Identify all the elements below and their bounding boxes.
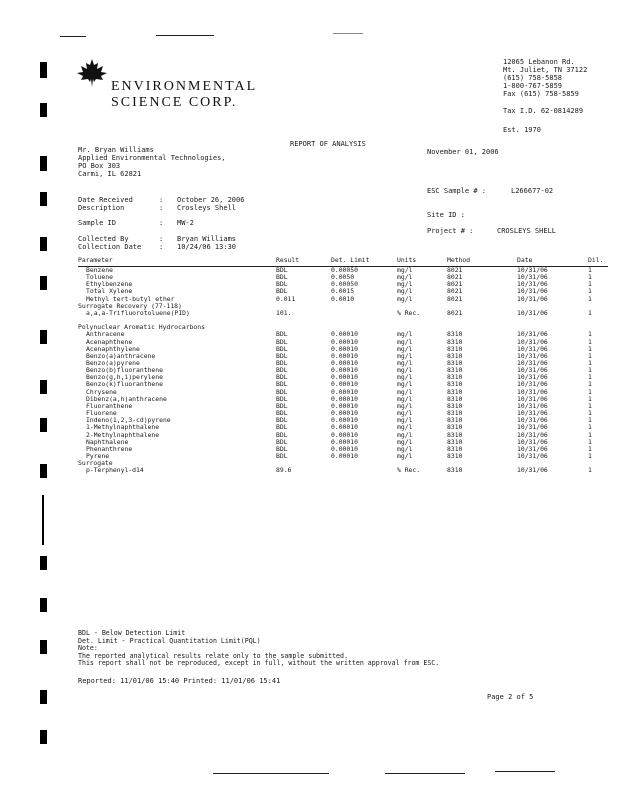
cell-dil: 1 <box>588 409 592 418</box>
cell-dil <box>588 317 608 324</box>
cell-units: mg/l <box>397 337 413 346</box>
cell-units: mg/l <box>397 351 413 360</box>
cell-det-limit: 0.00010 <box>331 430 358 439</box>
cell-result: BDL <box>276 387 288 396</box>
cell-date: 10/31/06 <box>517 452 548 461</box>
cell-units: mg/l <box>397 359 413 368</box>
header-parameter: Parameter <box>78 257 276 267</box>
collection-colons: : : <box>159 235 164 251</box>
header-result: Result <box>276 257 331 267</box>
cell-det-limit: 0.00050 <box>331 280 358 289</box>
cell-dil: 1 <box>588 394 592 403</box>
cell-method: 8021 <box>447 273 463 282</box>
sample-id-value: MW-2 <box>177 219 194 227</box>
cell-date: 10/31/06 <box>517 294 548 303</box>
cell-det-limit: 0.00010 <box>331 452 358 461</box>
cell-result: BDL <box>276 437 288 446</box>
established: Est. 1970 <box>503 126 541 134</box>
cell-method: 8310 <box>447 409 463 418</box>
header-dil: Dil. <box>588 257 608 267</box>
cell-date: 10/31/06 <box>517 308 548 317</box>
cell-date: 10/31/06 <box>517 280 548 289</box>
company-name-line2: SCIENCE CORP. <box>111 95 238 110</box>
cell-units: mg/l <box>397 294 413 303</box>
cell-det-limit: 0.00010 <box>331 416 358 425</box>
maple-leaf-logo-icon <box>76 58 108 92</box>
cell-units: mg/l <box>397 273 413 282</box>
cell-det-limit <box>331 460 397 467</box>
sample-info-values: October 26, 2006 Crosleys Shell <box>177 196 245 212</box>
cell-result: BDL <box>276 330 288 339</box>
cell-parameter: Benzo(g,h,i)perylene <box>86 373 163 382</box>
cell-method: 8021 <box>447 308 463 317</box>
cell-dil: 1 <box>588 294 592 303</box>
header-det-limit: Det. Limit <box>331 257 397 267</box>
cell-method: 8310 <box>447 394 463 403</box>
cell-det-limit: 0.0050 <box>331 273 355 282</box>
cell-date: 10/31/06 <box>517 401 548 410</box>
cell-date: 10/31/06 <box>517 380 548 389</box>
cell-dil: 1 <box>588 330 592 339</box>
cell-date: 10/31/06 <box>517 430 548 439</box>
cell-date: 10/31/06 <box>517 416 548 425</box>
cell-result: BDL <box>276 380 288 389</box>
cell-parameter: Pyrene <box>86 452 110 461</box>
cell-method: 8021 <box>447 266 463 274</box>
cell-parameter: Benzo(a)pyrene <box>86 359 140 368</box>
cell-parameter: Toluene <box>86 273 113 282</box>
cell-units: mg/l <box>397 280 413 289</box>
cell-result: BDL <box>276 344 288 353</box>
cell-units: mg/l <box>397 344 413 353</box>
cell-result: BDL <box>276 401 288 410</box>
cell-date: 10/31/06 <box>517 330 548 339</box>
cell-dil: 1 <box>588 266 592 274</box>
site-id-label: Site ID : <box>427 211 465 219</box>
cell-det-limit: 0.00010 <box>331 344 358 353</box>
recipient-address: Mr. Bryan Williams Applied Environmental Technologies, PO Box 303 Carmi, IL 62821 <box>78 146 226 178</box>
cell-dil: 1 <box>588 366 592 375</box>
cell-result: 0.011 <box>276 294 296 303</box>
report-date: November 01, 2006 <box>427 148 499 156</box>
cell-date: 10/31/06 <box>517 373 548 382</box>
cell-dil: 1 <box>588 444 592 453</box>
cell-det-limit: 0.0015 <box>331 287 355 296</box>
cell-units: mg/l <box>397 373 413 382</box>
esc-sample-value: L266677-02 <box>511 187 554 195</box>
cell-det-limit: 0.00010 <box>331 387 358 396</box>
cell-units: mg/l <box>397 380 413 389</box>
cell-units <box>397 317 447 324</box>
footer-notes: BDL - Below Detection Limit Det. Limit - Practical Quantitation Limit(PQL) Note: The reported analytical results relate only to the sample submitted. This report shall not be reproduced, except in full, without the written approval from ESC. <box>78 629 440 668</box>
cell-dil: 1 <box>588 430 592 439</box>
cell-parameter: 1-Methylnaphthalene <box>86 423 160 432</box>
header-date: Date <box>517 257 588 267</box>
table-row <box>78 467 608 474</box>
cell-dil: 1 <box>588 344 592 353</box>
cell-parameter: a,a,a-Trifluorotoluene(PID) <box>86 308 190 317</box>
cell-det-limit: 0.00050 <box>331 266 358 274</box>
project-label: Project # : <box>427 227 474 235</box>
cell-units: mg/l <box>397 444 413 453</box>
cell-method: 8310 <box>447 401 463 410</box>
cell-method: 8021 <box>447 294 463 303</box>
cell-dil: 1 <box>588 437 592 446</box>
cell-method: 8310 <box>447 380 463 389</box>
cell-parameter: Surrogate <box>78 459 113 468</box>
cell-result: BDL <box>276 430 288 439</box>
project-value: CROSLEYS SHELL <box>497 227 557 235</box>
cell-dil: 1 <box>588 423 592 432</box>
results-table <box>78 257 608 475</box>
cell-date: 10/31/06 <box>517 359 548 368</box>
cell-parameter: Polynuclear Aromatic Hydrocarbons <box>78 323 205 332</box>
cell-method <box>447 317 517 324</box>
cell-dil: 1 <box>588 380 592 389</box>
cell-dil: 1 <box>588 416 592 425</box>
cell-parameter: Dibenz(a,h)anthracene <box>86 394 167 403</box>
cell-dil: 1 <box>588 337 592 346</box>
cell-units: mg/l <box>397 287 413 296</box>
cell-result: BDL <box>276 287 288 296</box>
cell-date <box>517 317 588 324</box>
cell-result: BDL <box>276 273 288 282</box>
cell-det-limit: 0.00010 <box>331 437 358 446</box>
cell-parameter: Anthracene <box>86 330 125 339</box>
cell-dil: 1 <box>588 280 592 289</box>
cell-parameter: p-Terphenyl-d14 <box>86 466 144 475</box>
cell-date: 10/31/06 <box>517 273 548 282</box>
cell-method: 8310 <box>447 366 463 375</box>
reported-printed: Reported: 11/01/06 15:40 Printed: 11/01/06 15:41 <box>78 677 281 685</box>
cell-units: mg/l <box>397 437 413 446</box>
cell-result: BDL <box>276 416 288 425</box>
cell-dil: 1 <box>588 273 592 282</box>
cell-result: BDL <box>276 366 288 375</box>
sample-info-colons: : : <box>159 196 164 212</box>
cell-det-limit: 0.00010 <box>331 359 358 368</box>
scan-artifact-line <box>495 771 555 772</box>
cell-method: 8310 <box>447 351 463 360</box>
cell-method: 8310 <box>447 466 463 475</box>
cell-dil: 1 <box>588 452 592 461</box>
cell-units: % Rec. <box>397 308 421 317</box>
tax-id: Tax I.D. 62-0814289 <box>503 107 584 115</box>
cell-parameter: Surrogate Recovery (77-118) <box>78 301 182 310</box>
cell-parameter: Benzo(a)anthracene <box>86 351 156 360</box>
cell-date: 10/31/06 <box>517 423 548 432</box>
cell-date: 10/31/06 <box>517 409 548 418</box>
cell-units: % Rec. <box>397 466 421 475</box>
cell-det-limit: 0.00010 <box>331 373 358 382</box>
collection-labels: Collected By Collection Date <box>78 235 142 251</box>
cell-result <box>276 317 331 324</box>
cell-method: 8310 <box>447 344 463 353</box>
cell-det-limit <box>331 467 397 474</box>
cell-dil: 1 <box>588 308 592 317</box>
scan-artifact-line <box>213 773 329 774</box>
cell-result: BDL <box>276 280 288 289</box>
cell-result: 101. <box>276 308 292 317</box>
report-title: REPORT OF ANALYSIS <box>290 140 366 148</box>
cell-dil: 1 <box>588 387 592 396</box>
cell-parameter: Fluorene <box>86 409 117 418</box>
cell-dil: 1 <box>588 287 592 296</box>
cell-dil: 1 <box>588 401 592 410</box>
cell-det-limit: 0.00010 <box>331 394 358 403</box>
cell-date: 10/31/06 <box>517 266 548 274</box>
cell-parameter: 2-Methylnaphthalene <box>86 430 160 439</box>
cell-dil: 1 <box>588 373 592 382</box>
cell-result: BDL <box>276 373 288 382</box>
cell-det-limit: 0.00010 <box>331 366 358 375</box>
cell-method: 8310 <box>447 337 463 346</box>
cell-method: 8310 <box>447 387 463 396</box>
cell-result: BDL <box>276 423 288 432</box>
collection-values: Bryan Williams 10/24/06 13:30 <box>177 235 237 251</box>
cell-result: BDL <box>276 452 288 461</box>
cell-units: mg/l <box>397 401 413 410</box>
cell-parameter: Benzene <box>86 266 113 274</box>
cell-date: 10/31/06 <box>517 394 548 403</box>
cell-dil: 1 <box>588 351 592 360</box>
cell-date: 10/31/06 <box>517 437 548 446</box>
cell-det-limit: 0.0010 <box>331 294 355 303</box>
cell-date: 10/31/06 <box>517 366 548 375</box>
cell-parameter: Benzo(b)fluoranthene <box>86 366 163 375</box>
company-address: 12065 Lebanon Rd. Mt. Juliet, TN 37122 (615) 758-5858 1-800-767-5859 Fax (615) 758-5859 <box>503 58 588 98</box>
cell-units: mg/l <box>397 266 413 274</box>
cell-method: 8310 <box>447 359 463 368</box>
cell-method: 8021 <box>447 287 463 296</box>
cell-date: 10/31/06 <box>517 351 548 360</box>
esc-sample-label: ESC Sample # : <box>427 187 487 195</box>
sample-id-label: Sample ID <box>78 219 116 227</box>
cell-result: BDL <box>276 394 288 403</box>
cell-det-limit: 0.00010 <box>331 444 358 453</box>
cell-date: 10/31/06 <box>517 287 548 296</box>
cell-result: BDL <box>276 337 288 346</box>
cell-method: 8310 <box>447 373 463 382</box>
cell-parameter: Fluoranthene <box>86 401 133 410</box>
cell-units: mg/l <box>397 452 413 461</box>
cell-parameter: Acenaphthene <box>86 337 133 346</box>
scan-artifact-line <box>385 773 465 774</box>
scan-artifact-line <box>60 36 86 37</box>
cell-det-limit: 0.00010 <box>331 337 358 346</box>
cell-det-limit: 0.00010 <box>331 409 358 418</box>
cell-date: 10/31/06 <box>517 387 548 396</box>
sample-info-labels: Date Received Description <box>78 196 133 212</box>
cell-parameter: Benzo(k)fluoranthene <box>86 380 163 389</box>
cell-result: BDL <box>276 359 288 368</box>
cell-result: BDL <box>276 266 288 274</box>
cell-parameter: Methyl tert-butyl ether <box>86 294 175 303</box>
cell-parameter: Phenanthrene <box>86 444 133 453</box>
company-name-line1: ENVIRONMENTAL <box>111 79 258 94</box>
cell-method: 8310 <box>447 416 463 425</box>
cell-det-limit: 0.00010 <box>331 423 358 432</box>
cell-dil: 1 <box>588 359 592 368</box>
cell-parameter: Naphthalene <box>86 437 129 446</box>
cell-result: 89.6 <box>276 466 292 475</box>
scan-artifact-line <box>156 35 214 36</box>
header-units: Units <box>397 257 447 267</box>
cell-dil: 1 <box>588 466 592 475</box>
cell-det-limit <box>331 310 397 317</box>
cell-method: 8310 <box>447 444 463 453</box>
cell-units: mg/l <box>397 394 413 403</box>
cell-det-limit: 0.00010 <box>331 351 358 360</box>
cell-units: mg/l <box>397 366 413 375</box>
cell-result: BDL <box>276 444 288 453</box>
cell-units: mg/l <box>397 430 413 439</box>
cell-parameter: Ethylbenzene <box>86 280 133 289</box>
cell-units: mg/l <box>397 416 413 425</box>
cell-det-limit: 0.00010 <box>331 380 358 389</box>
cell-det-limit: 0.00010 <box>331 401 358 410</box>
cell-date: 10/31/06 <box>517 466 548 475</box>
cell-parameter: Chrysene <box>86 387 117 396</box>
results-body <box>78 267 608 475</box>
cell-det-limit <box>331 317 397 324</box>
cell-method: 8021 <box>447 280 463 289</box>
cell-parameter: Indeno(1,2,3-cd)pyrene <box>86 416 171 425</box>
cell-units: mg/l <box>397 409 413 418</box>
cell-units: mg/l <box>397 387 413 396</box>
header-method: Method <box>447 257 517 267</box>
cell-date: 10/31/06 <box>517 344 548 353</box>
cell-method: 8310 <box>447 423 463 432</box>
cell-method: 8310 <box>447 437 463 446</box>
cell-method: 8310 <box>447 330 463 339</box>
table-row <box>78 310 608 317</box>
cell-det-limit <box>331 303 397 310</box>
cell-method: 8310 <box>447 430 463 439</box>
cell-date: 10/31/06 <box>517 337 548 346</box>
cell-det-limit: 0.00010 <box>331 330 358 339</box>
cell-date: 10/31/06 <box>517 444 548 453</box>
table-row <box>78 453 608 460</box>
cell-units: mg/l <box>397 423 413 432</box>
cell-result: BDL <box>276 351 288 360</box>
cell-method: 8310 <box>447 452 463 461</box>
scan-artifact-line <box>333 33 363 34</box>
cell-parameter: Total Xylene <box>86 287 133 296</box>
cell-result: BDL <box>276 409 288 418</box>
cell-units: mg/l <box>397 330 413 339</box>
page-number: Page 2 of 5 <box>487 693 534 701</box>
sample-id-colon: : <box>159 219 164 227</box>
cell-parameter: Acenaphthylene <box>86 344 140 353</box>
